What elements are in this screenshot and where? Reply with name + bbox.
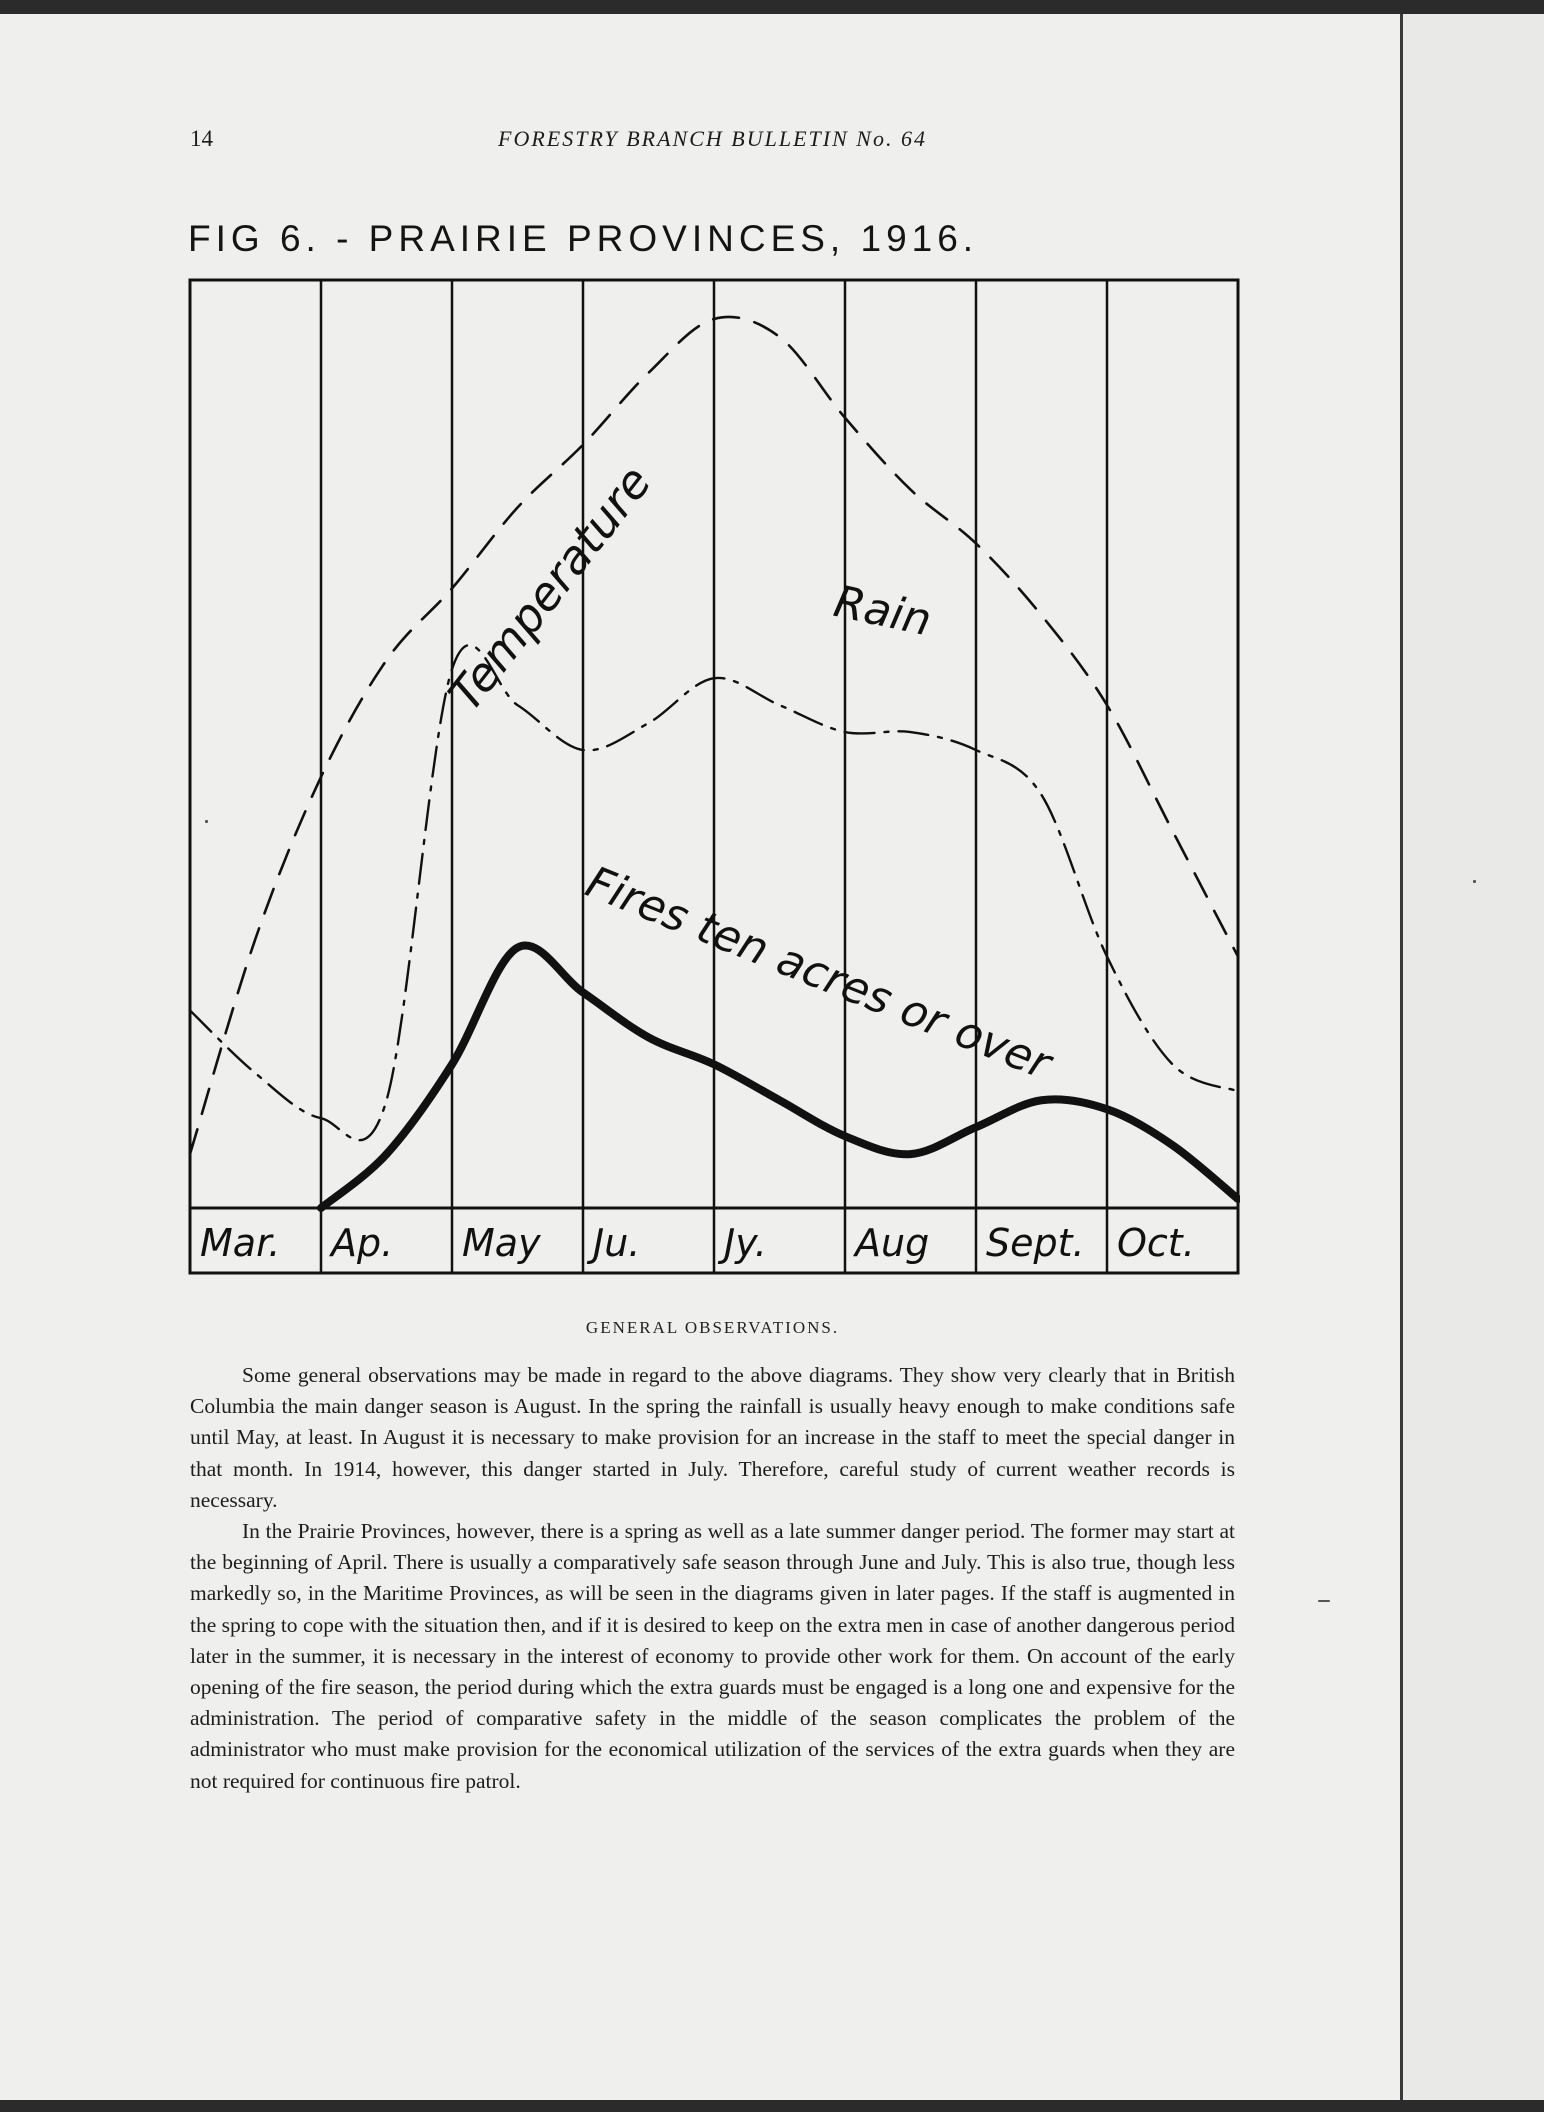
page-number: 14 bbox=[190, 126, 213, 151]
series-annotation: Temperature bbox=[437, 455, 662, 721]
running-title: FORESTRY BRANCH BULLETIN No. 64 bbox=[498, 126, 927, 151]
month-label: Ju. bbox=[593, 1221, 641, 1265]
month-label: Aug bbox=[855, 1221, 930, 1265]
month-label: Jy. bbox=[724, 1221, 767, 1265]
series-annotation: Rain bbox=[829, 576, 936, 647]
chart-grid bbox=[190, 280, 1238, 1273]
page-header bbox=[190, 126, 1235, 166]
paragraph: Some general observations may be made in regard to the above diagrams. They show very clearly that in British Columbia the main danger season is August. In the spring the rainfall is usually heavy enough to make conditions safe until May, at least. In August it is necessary to make provision for an increase in the staff to meet the special danger in that month. In 1914, however, this danger started in July. Therefore, careful study of current weather records is necessary. bbox=[190, 1363, 1235, 1512]
month-label: May bbox=[462, 1221, 541, 1265]
scan-speck bbox=[1318, 1600, 1330, 1602]
fire-season-chart bbox=[180, 270, 1240, 1290]
month-label: Ap. bbox=[331, 1221, 394, 1265]
section-heading: GENERAL OBSERVATIONS. bbox=[585, 1318, 840, 1337]
figure-title: FIG 6. - PRAIRIE PROVINCES, 1916. bbox=[188, 218, 979, 259]
month-label: Sept. bbox=[986, 1221, 1085, 1265]
scan-speck bbox=[1473, 880, 1476, 883]
paragraph: In the Prairie Provinces, however, there is a spring as well as a late summer danger period. The former may start at the beginning of April. There is usually a comparatively safe season through June and July. This is also true, though less markedly so, in the Maritime Provinces, as will be seen in the diagrams given in later pages. If the staff is augmented in the spring to cope with the situation then, and if it is desired to keep on the extra men in case of another dangerous period later in the summer, it is necessary in the interest of economy to provide other work for them. On account of the early opening of the fire season, the period during which the extra guards must be engaged is a long one and expensive for the administration. The period of comparative safety in the middle of the season complicates the problem of the administrator who must make provision for the economical utilization of the services of the extra guards when they are not required for continuous fire patrol. bbox=[190, 1519, 1235, 1793]
series-annotation: Fires ten acres or over bbox=[578, 856, 1058, 1090]
month-label: Oct. bbox=[1117, 1221, 1195, 1265]
facing-page-edge bbox=[1400, 14, 1544, 2100]
chart-labels bbox=[200, 456, 1195, 1265]
body-text bbox=[190, 1360, 1235, 1797]
month-label: Mar. bbox=[200, 1221, 281, 1265]
